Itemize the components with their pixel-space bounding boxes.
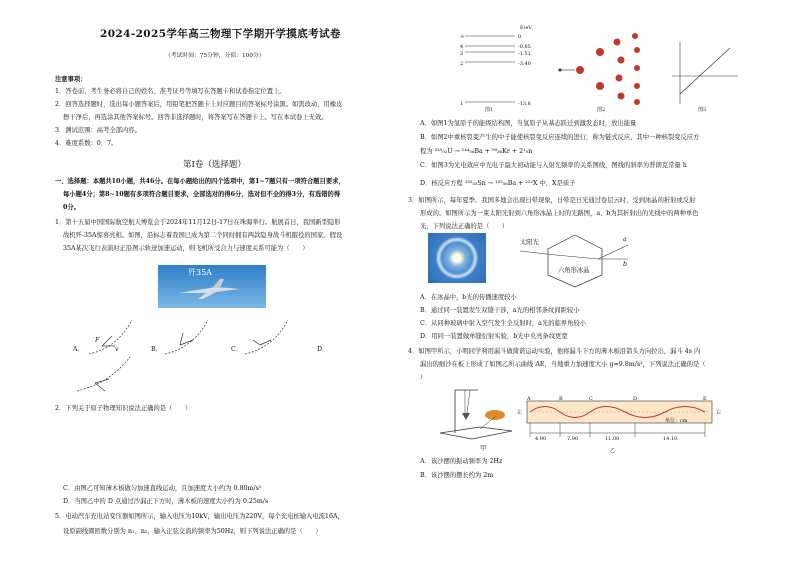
fighter-jet-photo (158, 265, 266, 308)
energy-value: 0 (518, 34, 522, 40)
level-n: 1 (460, 101, 464, 107)
fig-jia: 甲 (480, 445, 487, 452)
q3-option-c: C．从同种玻璃中射入空气发生全反射时，a光的临界角较小 (420, 320, 586, 327)
q1-option-c: C． (231, 346, 243, 353)
level-n: 4 (460, 44, 464, 50)
q5-text: 设原副线圈匝数分别为 n₁、n₂，输入正弦交流的频率为50Hz，则下列说法正确的是（ ） (63, 528, 322, 535)
q1-option-a: A． (73, 346, 84, 353)
unit-label: 单位：cm (665, 418, 688, 424)
q4-text: 4．如图甲所示，小明同学利用漏斗做简谐运动实验，他将漏斗下方的薄木板沿箭头方向拉出，漏斗 4s 内 (408, 348, 701, 355)
q3-option-b: B．通过同一装置发生双缝干涉，a光的相邻条纹间距较小 (420, 307, 580, 314)
note-item: 2．回答选择题时，选出每小题答案后，用铅笔把答题卡上对应题目的答案标号涂黑。如需改动，用橡皮 (55, 101, 343, 108)
point-label: A (527, 396, 531, 402)
section-instruction: 每小题4分；第8~10题有多项符合题目要求，全部选对的得6分，选对但不全的得3分，有选错的得 (63, 191, 341, 198)
q5-text: 5．电动汽车充电站变压器如图所示，输入电压为10kV，输出电压为220V，每个充电桩输入电流16A， (55, 513, 344, 520)
section-heading: 第Ⅰ卷（选择题） (183, 160, 246, 170)
q4-option-b: B．该沙摆的摆长约为 2m (420, 472, 494, 479)
energy-value: -0.85 (518, 44, 531, 50)
point-label: B (559, 396, 563, 402)
energy-value: -3.40 (518, 61, 531, 67)
dimension-label: 7.90 (567, 436, 579, 442)
dimension-label: 4.90 (535, 436, 547, 442)
energy-value: -1.51 (518, 51, 531, 57)
q1-option-b: B． (151, 346, 162, 353)
q1-vector-v: v (115, 346, 119, 353)
fission-chain-diagram (555, 30, 645, 112)
energy-level-diagram (460, 25, 540, 113)
point-label: D (633, 396, 638, 402)
q2-option-b: B．如图2中重核裂变产生的中子能使核裂变反应连续的进行，称为链式反应，其中一种核裂变反应方 (420, 134, 700, 141)
q4-text: ） (420, 374, 427, 381)
q3-option-a: A．在冰晶中，b光的传播速度较小 (420, 294, 517, 301)
q4-option-d: D．当图乙中的 D 点通过沙漏正下方时，薄木板的速度大小约为 0.25m/s (63, 498, 269, 505)
q1-vector-f: F (95, 337, 100, 344)
q3-text: 3．如图所示，每年夏季，我国多地会出现日晕现象，日晕是日光通过卷层云时，受到冰晶的折射或反射 (408, 197, 696, 204)
ray-b-label: b (623, 261, 628, 268)
q1-option-d: D． (317, 346, 329, 353)
q4-option-a: A．该沙摆的振动频率为 2Hz (420, 458, 503, 465)
q2-text: 2．下列关于原子物理知识说法正确的是（ ） (55, 405, 192, 412)
jet-label: 歼35A (188, 268, 212, 277)
energy-unit: E/eV (520, 25, 532, 31)
sunlight-label: 太阳光 (520, 239, 539, 246)
point-label: C (589, 396, 593, 402)
note-item: 4．难度系数：0．7。 (55, 140, 118, 147)
exam-title: 2024-2025学年高三物理下学期开学摸底考试卷 (100, 28, 341, 40)
level-n: ∞ (460, 34, 465, 40)
q1-text: 35A某次飞行表演时正沿图示轨迹加速运动，则飞机所受合力与速度关系可能为（ ） (63, 245, 309, 252)
ice-crystal-diagram (520, 233, 630, 288)
left-label: 左 (517, 410, 523, 416)
sun-halo-photo (428, 233, 486, 283)
notes-heading: 注意事项： (55, 76, 87, 83)
q4-option-c: C．由图乙可知薄木板做匀加速直线运动，且加速度大小约为 0.80m/s² (63, 485, 262, 492)
q3-option-d: D．用同一装置做单缝衍射实验，b光中央亮条纹更宽 (420, 333, 568, 340)
q2-option-c: C．如图3为光电效应中光电子最大初动能与入射光频率的关系图线，图线的斜率为普朗克常量 h (420, 162, 687, 169)
figure-caption: 图3 (698, 107, 707, 113)
dimension-label: 14.10 (663, 436, 678, 442)
q1-figure-b (163, 318, 213, 362)
q2-option-d: D．核反应方程 ¹³²₅₅Sn → ¹³²₅₆Ba + ²²²X 中，X是质子 (420, 180, 576, 187)
q2-option-b-equation: 程为 ²³⁵₉₂U → ¹⁴⁴₅₆Ba + ⁸⁹₃₆Kr + 2¹₀n (420, 148, 533, 155)
photoelectric-graph (670, 40, 740, 112)
q2-option-a: A．如图1为氢原子的能级结构图，当氢原子从基态跃迁到激发态时，放出能量 (420, 120, 637, 127)
note-item: 1．答卷前，考生务必将自己的姓名、准考证号等填写在答题卡和试卷指定位置上。 (55, 88, 286, 95)
q3-text: 光，下列说法正确的是（ ） (420, 223, 509, 230)
right-label: 右 (716, 410, 722, 416)
q3-text: 形成的。如图所示为一束太阳光射到六角形冰晶上时的光路图，a、b为其折射出的光线中的两种单色 (420, 210, 699, 217)
level-n: 2 (460, 61, 464, 67)
q1-figure-c (243, 318, 293, 362)
note-item: 擦干净后，再选涂其他答案标号。回答非选择题时，将答案写在答题卡上。写在本试卷上无效。 (63, 114, 328, 121)
q1-figure-d (75, 355, 135, 399)
crystal-label: 六角形冰晶 (558, 267, 590, 274)
point-label: E (703, 396, 707, 402)
dimension-label: 11.00 (605, 436, 620, 442)
energy-value: -13.6 (518, 101, 531, 107)
sand-pendulum-apparatus (440, 385, 523, 445)
exam-meta: （考试时间：75分钟，分值：100分） (165, 53, 265, 59)
figure-caption: 图1 (485, 107, 494, 113)
figure-caption: 图2 (597, 107, 606, 113)
note-item: 3．测试范围：高考全部内容。 (55, 127, 141, 134)
q1-text: 1．第十五届中国国际航空航天博览会于2024年11月12日-17日在珠海举行。航展首日，我国新型隐形 (55, 219, 341, 226)
level-n: 3 (460, 51, 464, 57)
sand-trace-board (515, 395, 715, 455)
q1-text: 战机歼-35A惊喜亮相。如图，沿标志着我国已成为第二个同时拥有两款隐身战斗机服役的国家。假设 (63, 232, 343, 239)
fig-yi: 乙 (610, 448, 616, 454)
q4-text: 漏出的细沙在板上形成了如图乙所示曲线 AE，当地重力加速度大小 g=9.8m/s²，下列说法正确的是（ (420, 361, 706, 368)
ray-a-label: a (623, 236, 627, 243)
section-instruction: 0分。 (63, 204, 80, 211)
section-instruction: 一、选择题：本题共10小题，共46分。在每小题给出的四个选项中，第1~7题只有一项符合题目要求， (55, 178, 345, 185)
